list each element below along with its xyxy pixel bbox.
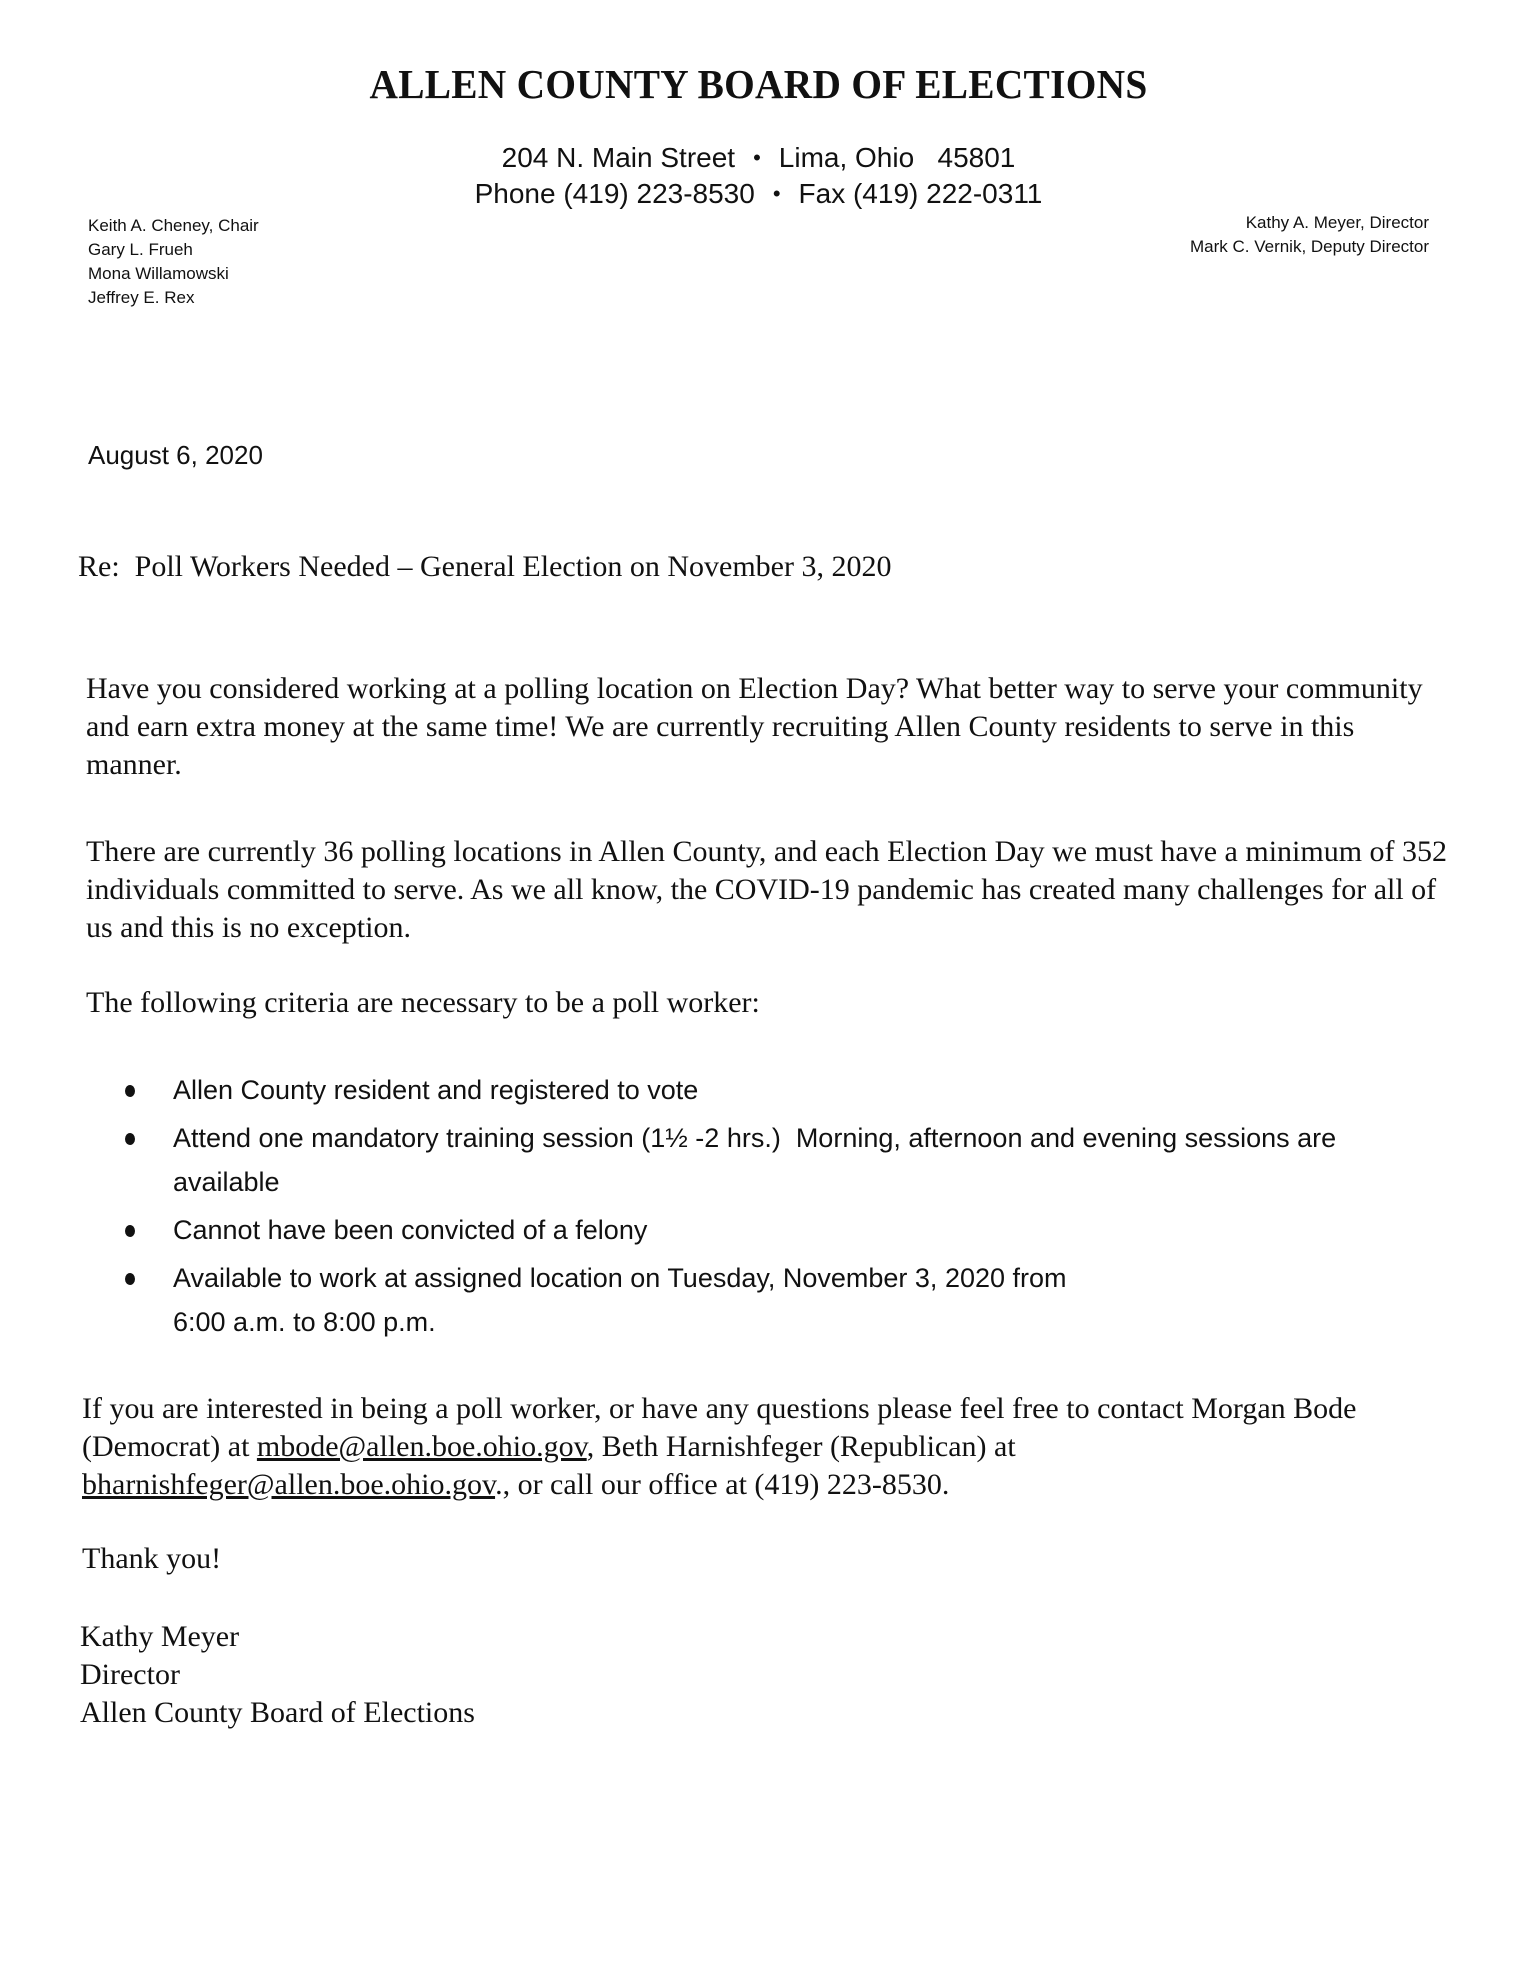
city-state-zip: Lima, Ohio 45801 <box>778 142 1016 173</box>
staff-member: Mark C. Vernik, Deputy Director <box>1189 237 1429 256</box>
paragraph-locations: There are currently 36 polling locations in Allen County, and each Election Day we must have a minimum of 352 individuals committed to serve. As we all know, the COVID-19 pandemic has created many challenges for all of us and this is no exception. <box>86 835 1448 944</box>
criteria-text: Attend one mandatory training session (1½ -2 hrs.) Morning, afternoon and evening sessions are available <box>173 1123 1344 1197</box>
street-address: 204 N. Main Street <box>501 142 736 173</box>
staff-member: Kathy A. Meyer, Director <box>1245 213 1429 232</box>
closing-line: Thank you! <box>82 1542 222 1575</box>
letter-date: August 6, 2020 <box>88 440 263 470</box>
criteria-item <box>125 1116 1415 1204</box>
paragraph-criteria-intro: The following criteria are necessary to be a poll worker: <box>86 986 760 1019</box>
board-member: Gary L. Frueh <box>88 240 193 259</box>
contact-middle: , Beth Harnishfeger (Republican) at <box>586 1430 1016 1463</box>
signer-name: Kathy Meyer <box>80 1620 240 1653</box>
criteria-item <box>125 1256 1415 1344</box>
email-link-republican[interactable]: bharnishfeger@allen.boe.ohio.gov <box>82 1468 496 1501</box>
paragraph-contact <box>82 1390 1442 1504</box>
criteria-item <box>125 1068 1415 1112</box>
criteria-item <box>125 1208 1415 1252</box>
bullet-icon <box>125 1273 135 1285</box>
staff-list <box>1190 211 1429 259</box>
email-link-democrat[interactable]: mbode@allen.boe.ohio.gov <box>256 1430 587 1463</box>
address-block <box>0 140 1517 212</box>
contact-intro: If you are interested in being a poll worker, or have any questions please feel free to contact Morgan Bode (Democrat) at <box>82 1392 1357 1463</box>
signature-block <box>80 1618 475 1732</box>
board-members-list <box>88 214 259 310</box>
subject-line: Re: Poll Workers Needed – General Election on November 3, 2020 <box>78 550 892 583</box>
board-member: Mona Willamowski <box>88 264 229 283</box>
criteria-text: Cannot have been convicted of a felony <box>173 1215 648 1245</box>
contact-line <box>0 176 1517 212</box>
paragraph-intro: Have you considered working at a polling location on Election Day? What better way to serve your community and earn extra money at the same time! We are currently recruiting Allen County residents to serve in this manner. <box>86 672 1423 781</box>
board-member: Keith A. Cheney, Chair <box>88 216 259 235</box>
address-line <box>0 140 1517 176</box>
signer-organization: Allen County Board of Elections <box>80 1696 475 1729</box>
criteria-text: Available to work at assigned location on Tuesday, November 3, 2020 from 6:00 a.m. to 8:00 p.m. <box>173 1263 1067 1337</box>
bullet-icon <box>125 1085 135 1097</box>
fax-number: Fax (419) 222-0311 <box>798 178 1043 209</box>
bullet-separator-icon: • <box>753 145 761 170</box>
contact-outro: ., or call our office at (419) 223-8530. <box>495 1468 950 1501</box>
criteria-list <box>125 1068 1415 1348</box>
phone-number: Phone (419) 223-8530 <box>474 178 755 209</box>
bullet-icon <box>125 1133 135 1145</box>
criteria-text: Allen County resident and registered to vote <box>173 1075 699 1105</box>
bullet-separator-icon: • <box>772 181 781 206</box>
bullet-icon <box>125 1225 135 1237</box>
organization-title: ALLEN COUNTY BOARD OF ELECTIONS <box>369 61 1148 107</box>
signer-title: Director <box>80 1658 180 1691</box>
board-member: Jeffrey E. Rex <box>88 288 195 307</box>
